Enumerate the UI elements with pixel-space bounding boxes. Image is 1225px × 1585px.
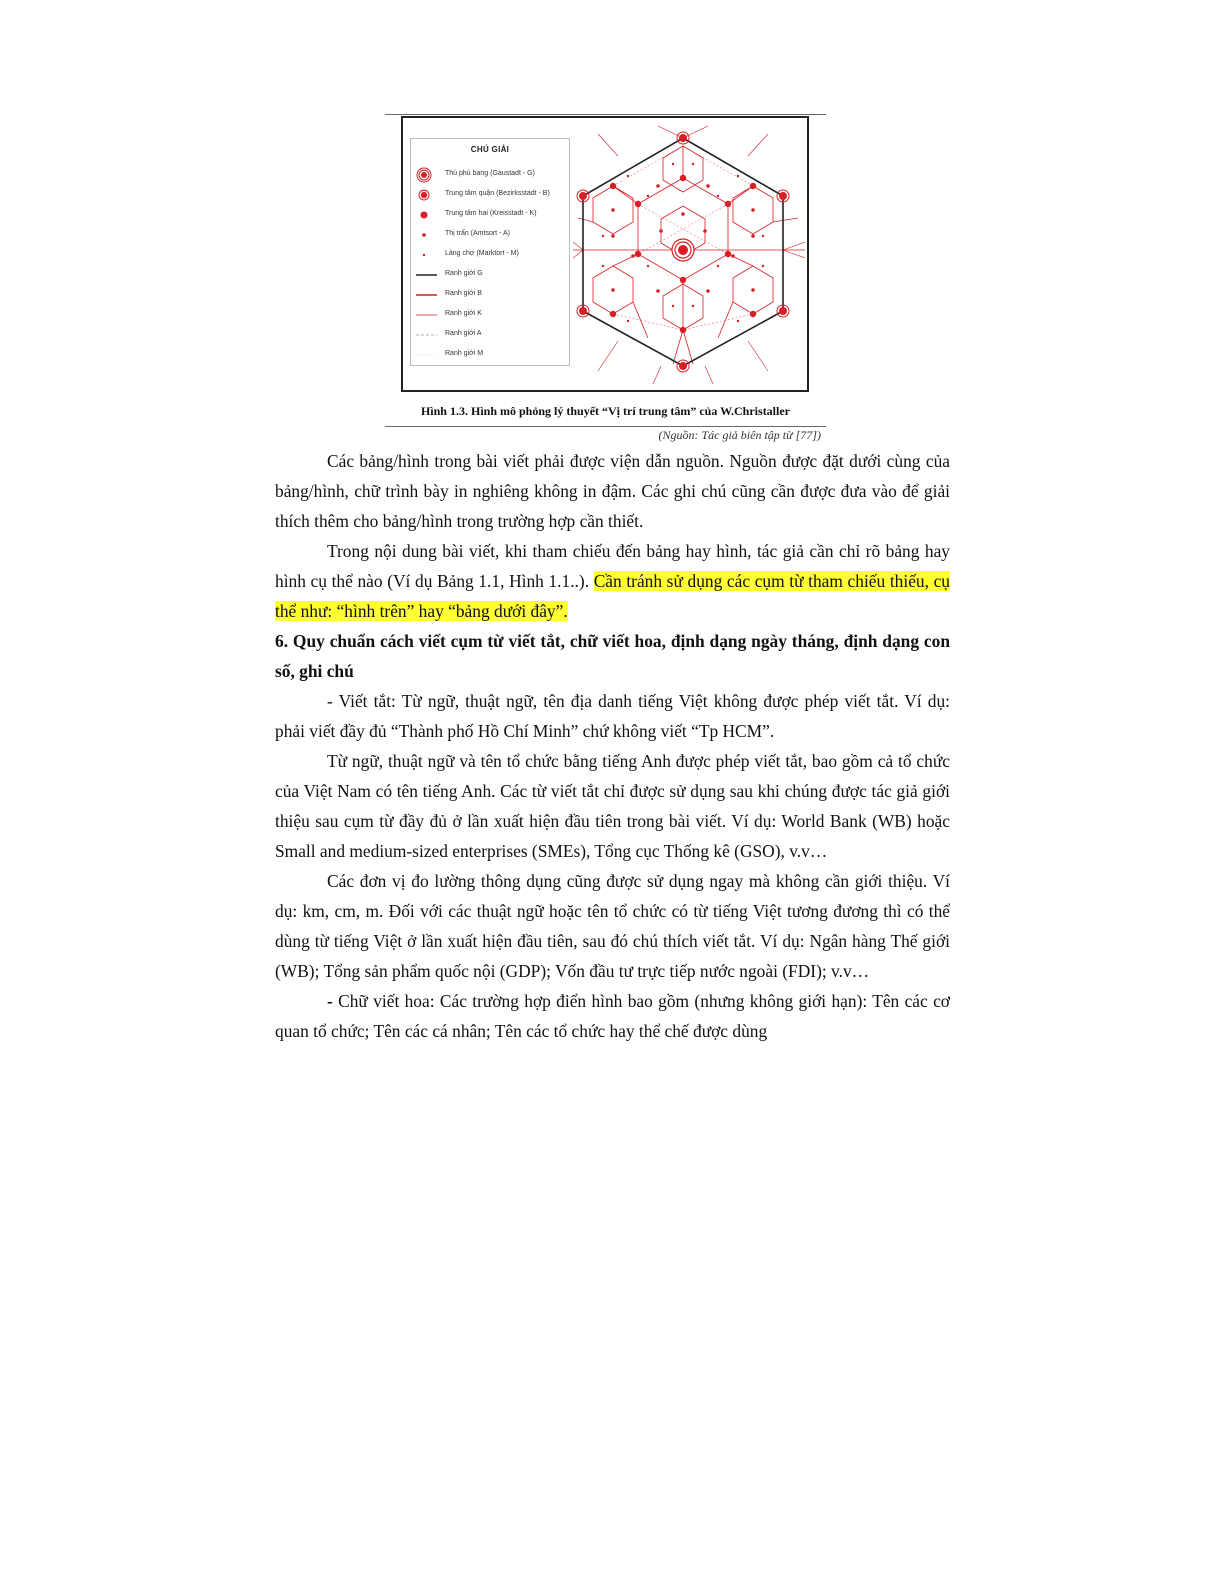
figure-caption-rule: [385, 426, 826, 427]
central-place-diagram: [573, 126, 805, 384]
legend-label-boundary-k: Ranh giới K: [445, 310, 482, 317]
legend-item-k: [415, 207, 567, 223]
paragraph-reference-rule: [275, 536, 950, 626]
legend-item-b: [415, 187, 567, 203]
legend-item-boundary-m: [415, 347, 567, 363]
figure-top-rule: [385, 114, 826, 115]
legend-line-m: [415, 347, 441, 363]
legend-item-boundary-g: [415, 267, 567, 283]
document-body: [275, 446, 950, 1046]
legend-item-g: [415, 167, 567, 183]
section-heading-6: 6. Quy chuẩn cách viết cụm từ viết tắt, chữ viết hoa, định dạng ngày tháng, định dạng con số, ghi chú: [275, 631, 950, 681]
legend-line-a: [415, 327, 441, 343]
legend-label-a: Thị trấn (Amtsort - A): [445, 230, 510, 237]
figure-source: (Nguồn: Tác giả biên tập từ [77]): [658, 428, 821, 442]
legend-symbol-g: [415, 167, 441, 183]
capitalization-text: Chữ viết hoa: Các trường hợp điển hình bao gồm (nhưng không giới hạn): Tên các cơ quan tổ chức; Tên các cá nhân; Tên các tổ chức hay thể chế được dùng: [275, 991, 950, 1041]
paragraph-units: Các đơn vị đo lường thông dụng cũng được sử dụng ngay mà không cần giới thiệu. Ví dụ: km, cm, m. Đối với các thuật ngữ hoặc tên tổ chức có từ tiếng Việt tương đương thì có thể dùng từ tiếng Việt ở lần xuất hiện đầu tiên, sau đó chú thích viết tắt. Ví dụ: Ngân hàng Thế giới (WB); Tổng sản phẩm quốc nội (GDP); Vốn đầu tư trực tiếp nước ngoài (FDI); v.v…: [275, 871, 950, 981]
legend-label-g: Thủ phủ bang (Gaustadt - G): [445, 170, 535, 177]
paragraph-citation-rule: Các bảng/hình trong bài viết phải được viện dẫn nguồn. Nguồn được đặt dưới cùng của bảng/hình, chữ trình bày in nghiêng không in đậm. Các ghi chú cũng cần được đưa vào để giải thích thêm cho bảng/hình trong trường hợp cần thiết.: [275, 451, 950, 531]
legend-label-boundary-g: Ranh giới G: [445, 270, 483, 277]
legend-symbol-m: [415, 247, 441, 263]
legend-item-boundary-a: [415, 327, 567, 343]
legend-item-a: [415, 227, 567, 243]
paragraph-abbreviations: - Viết tắt: Từ ngữ, thuật ngữ, tên địa danh tiếng Việt không được phép viết tắt. Ví dụ: phải viết đầy đủ “Thành phố Hồ Chí Minh” chứ không viết “Tp HCM”.: [275, 691, 950, 741]
paragraph-capitalization: [275, 986, 950, 1046]
reference-rule-text: Trong nội dung bài viết, khi tham chiếu đến bảng hay hình, tác giả cần chỉ rõ bảng hay hình cụ thể nào (Ví dụ Bảng 1.1, Hình 1.1..).: [275, 541, 950, 591]
paragraph-english-abbreviations: Từ ngữ, thuật ngữ và tên tổ chức bằng tiếng Anh được phép viết tắt, bao gồm cả tổ chức của Việt Nam có tên tiếng Anh. Các từ viết tắt chỉ được sử dụng sau khi chúng được tác giả giới thiệu sau cụm từ đầy đủ ở lần xuất hiện đầu tiên trong bài viết. Ví dụ: World Bank (WB) hoặc Small and medium-sized enterprises (SMEs), Tổng cục Thống kê (GSO), v.v…: [275, 751, 950, 861]
legend-line-b: [415, 287, 441, 303]
legend-item-boundary-b: [415, 287, 567, 303]
legend-label-m: Làng chợ (Marktort - M): [445, 250, 519, 257]
legend-line-k: [415, 307, 441, 323]
legend-label-boundary-b: Ranh giới B: [445, 290, 482, 297]
legend-label-k: Trung tâm hai (Kreisstadt - K): [445, 210, 537, 217]
legend-label-boundary-m: Ranh giới M: [445, 350, 484, 357]
legend-symbol-k: [415, 207, 441, 223]
figure-caption: Hình 1.3. Hình mô phỏng lý thuyết “Vị trí trung tâm” của W.Christaller: [420, 404, 791, 418]
legend-symbol-b: [415, 187, 441, 203]
figure-legend: [410, 138, 570, 366]
legend-symbol-a: [415, 227, 441, 243]
legend-label-boundary-a: Ranh giới A: [445, 330, 482, 337]
legend-item-m: [415, 247, 567, 263]
legend-item-boundary-k: [415, 307, 567, 323]
legend-label-b: Trung tâm quận (Bezirksstadt - B): [445, 190, 550, 197]
legend-title: CHÚ GIẢI: [470, 145, 510, 154]
legend-line-g: [415, 267, 441, 283]
figure-christaller: [401, 116, 809, 392]
highlighted-text: Cần tránh sử dụng các cụm từ tham chiếu thiếu, cụ thể như: “hình trên” hay “bảng dưới đây”.: [275, 571, 950, 621]
capitalization-dash: -: [327, 991, 339, 1011]
